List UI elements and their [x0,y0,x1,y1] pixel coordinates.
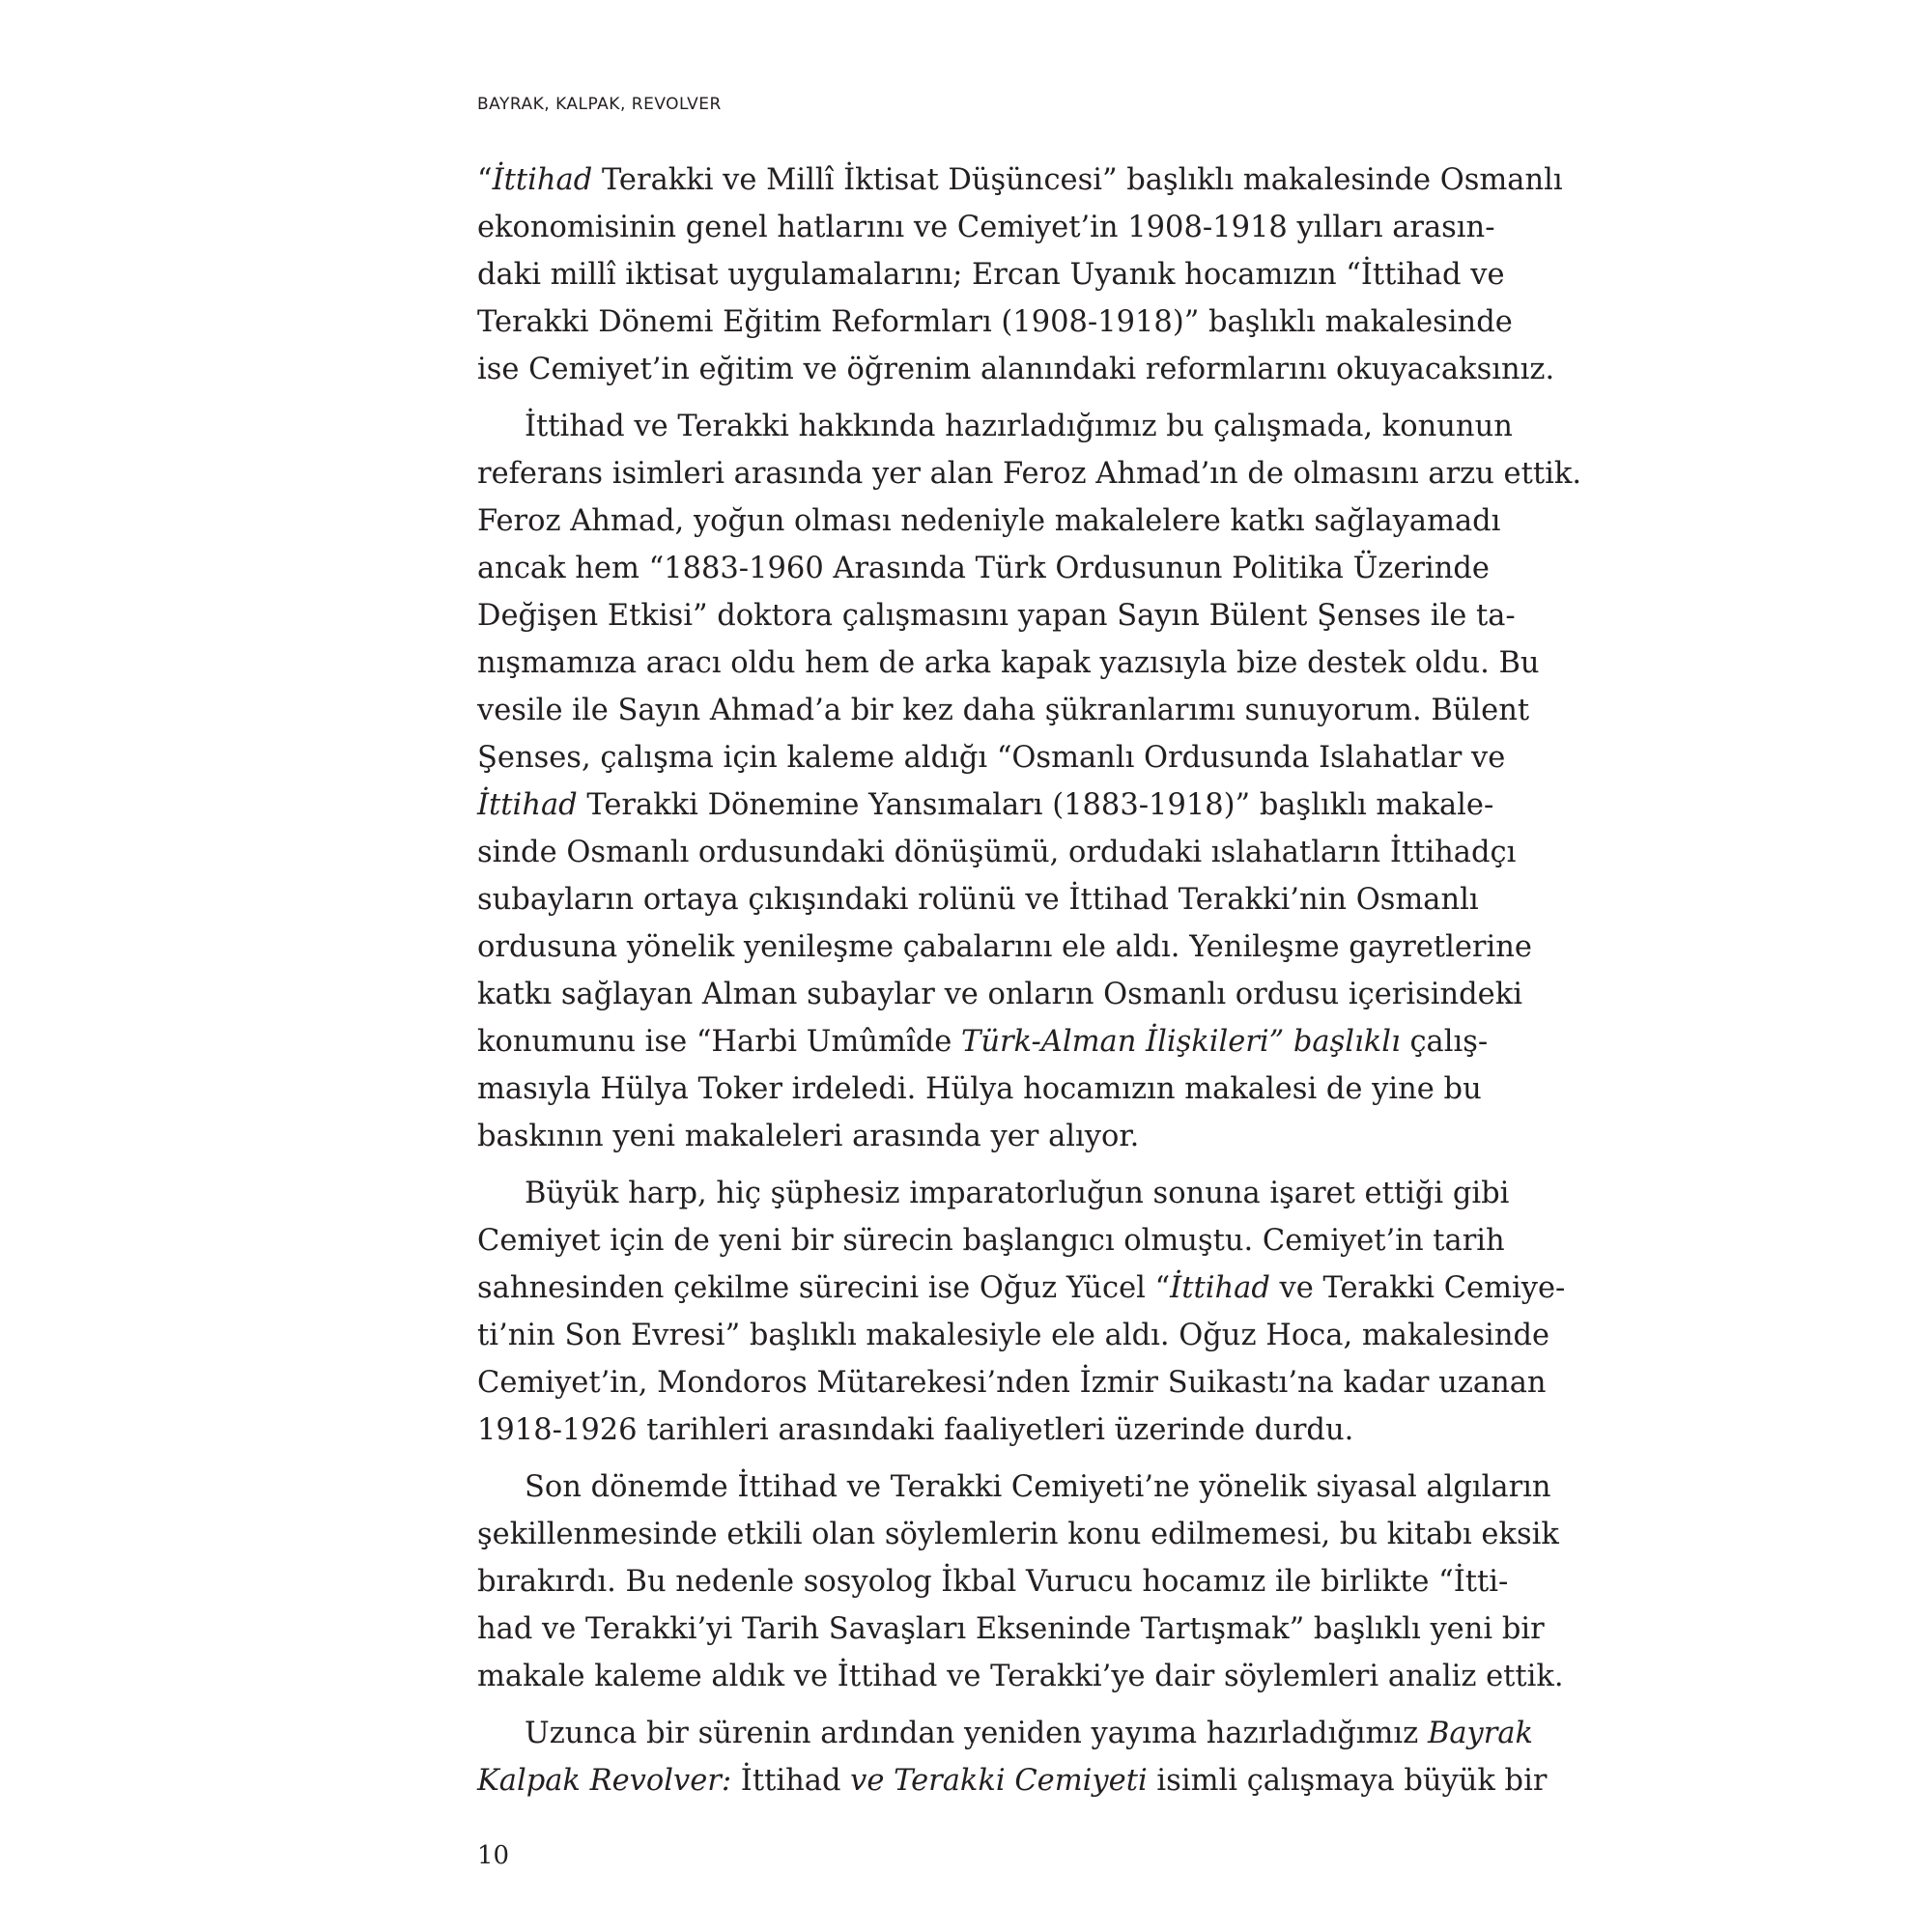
text-run: şekillenmesinde etkili olan söylemlerin konu edilmemesi, bu kitabı eksik [477,1518,1559,1551]
paragraph [477,1710,1548,1804]
text-line [477,1264,1566,1312]
page-number: 10 [477,1841,510,1870]
text-run: çalış- [1400,1025,1489,1059]
text-run: subayların ortaya çıkışındaki rolünü ve İttihad Terakki’nin Osmanlı [477,883,1479,917]
paragraph-gap [477,1700,1451,1710]
text-line [477,734,1506,781]
text-run: Son dönemde İttihad ve Terakki Cemiyeti’ne yönelik siyasal algıların [525,1470,1551,1504]
text-line [477,156,1563,204]
text-line [477,781,1494,829]
text-line [477,687,1530,734]
italic-text: İttihad [477,788,578,822]
paragraph [477,156,1563,393]
text-run: makale kaleme aldık ve İttihad ve Terakki’ye dair söylemleri analiz ettik. [477,1660,1564,1693]
text-line [477,450,1582,497]
text-run: referans isimleri arasında yer alan Feroz Ahmad’ın de olmasını arzu ettik. [477,457,1582,491]
text-run: katkı sağlayan Alman subaylar ve onların Osmanlı ordusu içerisindeki [477,978,1522,1011]
text-line [477,1217,1505,1264]
text-run: Feroz Ahmad, yoğun olması nedeniyle makalelere katkı sağlayamadı [477,504,1501,538]
text-run: İttihad ve Terakki hakkında hazırladığımız bu çalışmada, konunun [525,410,1513,443]
text-line [477,545,1490,592]
text-run: ise Cemiyet’in eğitim ve öğrenim alanındaki reformlarını okuyacaksınız. [477,353,1555,386]
text-line [477,1113,1451,1160]
text-line [477,1757,1548,1804]
text-line [477,1312,1550,1359]
text-line [477,403,1513,450]
text-run: Terakki ve Millî İktisat Düşüncesi” başlıklı makalesinde Osmanlı [592,163,1563,197]
text-line [477,1605,1545,1653]
text-run: masıyla Hülya Toker irdeledi. Hülya hocamızın makalesi de yine bu [477,1072,1482,1106]
text-run: baskının yeni makaleleri arasında yer alıyor. [477,1120,1140,1153]
text-run: vesile ile Sayın Ahmad’a bir kez daha şükranlarımı sunuyorum. Bülent [477,694,1530,727]
text-line [477,592,1516,639]
italic-text: İttihad [1170,1271,1270,1305]
text-line [477,639,1540,687]
text-run: sahnesinden çekilme sürecini ise Oğuz Yücel “ [477,1271,1171,1305]
text-line [477,1710,1534,1757]
italic-text: İttihad [492,163,593,197]
text-line [477,1018,1489,1065]
text-run: Uzunca bir sürenin ardından yeniden yayıma hazırladığımız [525,1717,1428,1750]
text-run: Büyük harp, hiç şüphesiz imparatorluğun sonuna işaret ettiği gibi [525,1177,1510,1210]
paragraph-gap [477,393,1451,403]
text-run: Şenses, çalışma için kaleme aldığı “Osmanlı Ordusunda Islahatlar ve [477,741,1506,775]
text-run: bırakırdı. Bu nedenle sosyolog İkbal Vurucu hocamız ile birlikte “İtti- [477,1565,1509,1599]
text-line [477,251,1505,298]
text-line [477,1653,1564,1700]
text-run: Terakki Dönemine Yansımaları (1883-1918)” başlıklı makale- [577,788,1494,822]
text-run: ordusuna yönelik yenileşme çabalarını ele aldı. Yenileşme gayretlerine [477,930,1532,964]
italic-text: Bayrak [1427,1717,1534,1750]
text-line [477,1511,1559,1558]
text-line [477,876,1479,923]
text-run: ti’nin Son Evresi” başlıklı makalesiyle ele aldı. Oğuz Hoca, makalesinde [477,1319,1550,1352]
text-run: 1918-1926 tarihleri arasındaki faaliyetleri üzerinde durdu. [477,1413,1354,1447]
paragraph [477,403,1582,1160]
text-run: ancak hem “1883-1960 Arasında Türk Ordusunun Politika Üzerinde [477,552,1490,585]
text-line [477,1359,1547,1406]
text-line [477,1463,1551,1511]
text-run: had ve Terakki’yi Tarih Savaşları Ekseninde Tartışmak” başlıklı yeni bir [477,1612,1545,1646]
body-text [477,156,1582,1804]
text-run: konumunu ise “Harbi Umûmîde [477,1025,961,1059]
italic-text: Türk-Alman İlişkileri” başlıklı [960,1025,1401,1059]
text-run: Cemiyet’in, Mondoros Mütarekesi’nden İzmir Suikastı’na kadar uzanan [477,1366,1547,1400]
text-line [477,923,1532,971]
paragraph [477,1170,1566,1454]
paragraph [477,1463,1564,1700]
text-run: isimli çalışmaya büyük bir [1147,1764,1548,1798]
text-line [477,497,1501,545]
text-run: nışmamıza aracı oldu hem de arka kapak yazısıyla bize destek oldu. Bu [477,646,1540,680]
text-line [477,1065,1482,1113]
text-run: Değişen Etkisi” doktora çalışmasını yapan Sayın Bülent Şenses ile ta- [477,599,1516,633]
text-line [477,1406,1451,1454]
text-run: ekonomisinin genel hatlarını ve Cemiyet’in 1908-1918 yılları arasın- [477,211,1495,244]
text-line [477,971,1522,1018]
text-line [477,204,1495,251]
text-run: Terakki Dönemi Eğitim Reformları (1908-1918)” başlıklı makalesinde [477,305,1513,339]
text-line [477,298,1513,346]
text-run: sinde Osmanlı ordusundaki dönüşümü, ordudaki ıslahatların İttihadçı [477,836,1517,869]
text-run: “ [477,163,493,197]
text-run: daki millî iktisat uygulamalarını; Ercan Uyanık hocamızın “İttihad ve [477,258,1505,292]
italic-text: Kalpak Revolver: [477,1764,732,1798]
text-run: İttihad [731,1764,851,1798]
italic-text: ve Terakki Cemiyeti [850,1764,1148,1798]
running-head: BAYRAK, KALPAK, REVOLVER [477,95,722,114]
text-line [477,1558,1509,1605]
text-run: ve Terakki Cemiye- [1269,1271,1566,1305]
text-line [477,1170,1510,1217]
paragraph-gap [477,1160,1451,1170]
paragraph-gap [477,1454,1451,1463]
text-run: Cemiyet için de yeni bir sürecin başlangıcı olmuştu. Cemiyet’in tarih [477,1224,1505,1258]
text-line [477,346,1555,393]
text-line [477,829,1517,876]
